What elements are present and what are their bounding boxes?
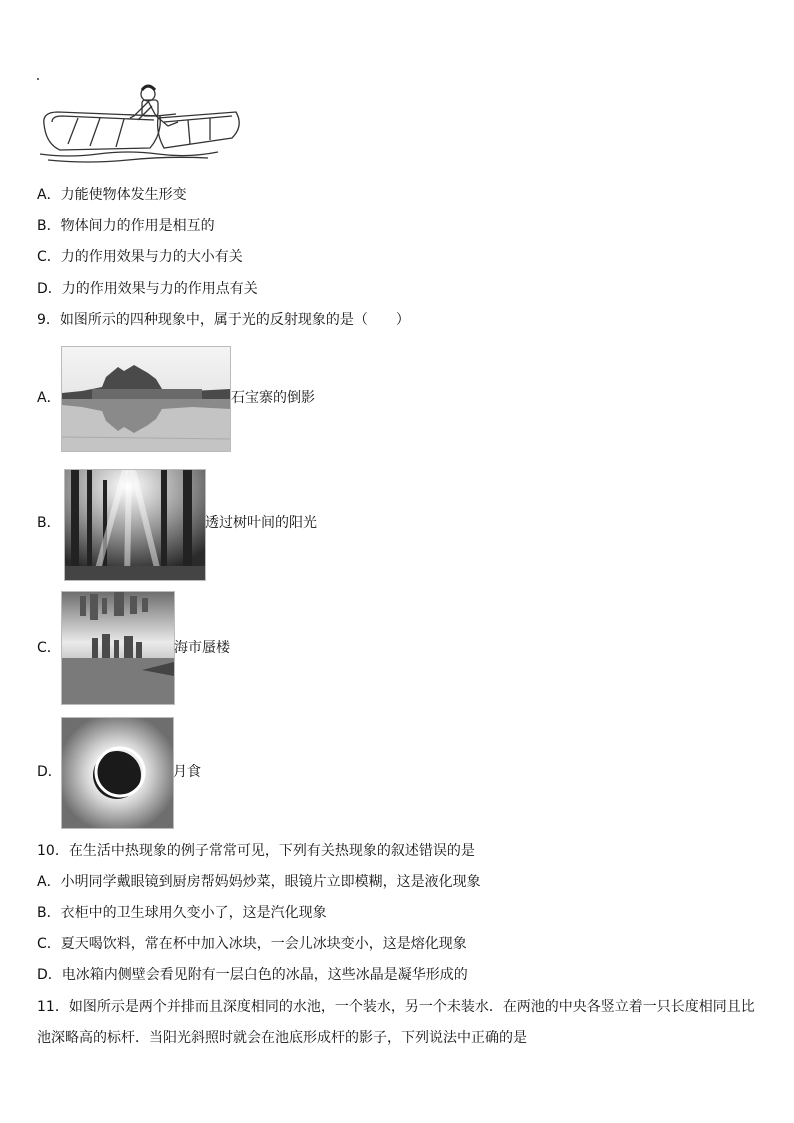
eclipse-image <box>61 717 174 829</box>
q9-stem: 9．如图所示的四种现象中，属于光的反射现象的是（ ） <box>37 312 410 328</box>
q11-stem-line-2: 池深略高的标杆．当阳光斜照时就会在池底形成杆的影子，下列说法中正确的是 <box>37 1030 527 1046</box>
q9-option-c-caption: 海市蜃楼 <box>174 640 230 656</box>
prev-option-a: A．力能使物体发生形变 <box>37 187 187 203</box>
prev-option-c: C．力的作用效果与力的大小有关 <box>37 249 243 265</box>
pagoda-reflection-image <box>61 346 231 452</box>
q10-option-d: D．电冰箱内侧壁会看见附有一层白色的冰晶，这些冰晶是凝华形成的 <box>37 967 468 983</box>
stray-mark <box>37 78 39 80</box>
q9-option-d-letter: D． <box>37 764 62 780</box>
mirage-image <box>61 591 175 705</box>
q9-option-b-letter: B． <box>37 515 61 531</box>
q9-option-a-letter: A． <box>37 390 61 406</box>
q10-stem: 10．在生活中热现象的例子常常可见，下列有关热现象的叙述错误的是 <box>37 843 475 859</box>
boat-push-figure <box>38 82 244 168</box>
q9-option-b-caption: 透过树叶间的阳光 <box>205 515 317 531</box>
q9-option-a-caption: 石宝寨的倒影 <box>231 390 315 406</box>
prev-option-d: D．力的作用效果与力的作用点有关 <box>37 281 258 297</box>
q10-option-a: A．小明同学戴眼镜到厨房帮妈妈炒菜，眼镜片立即模糊，这是液化现象 <box>37 874 481 890</box>
q9-option-c-letter: C． <box>37 640 61 656</box>
q11-stem-line-1: 11．如图所示是两个并排而且深度相同的水池，一个装水，另一个未装水．在两池的中央各竖立着一只长度相同且比 <box>37 999 755 1015</box>
sunlight-through-trees-image <box>64 469 206 581</box>
prev-option-b: B．物体间力的作用是相互的 <box>37 218 215 234</box>
q9-option-d-caption: 月食 <box>173 764 201 780</box>
q10-option-b: B．衣柜中的卫生球用久变小了，这是汽化现象 <box>37 905 327 921</box>
q10-option-c: C．夏天喝饮料，常在杯中加入冰块，一会儿冰块变小，这是熔化现象 <box>37 936 467 952</box>
